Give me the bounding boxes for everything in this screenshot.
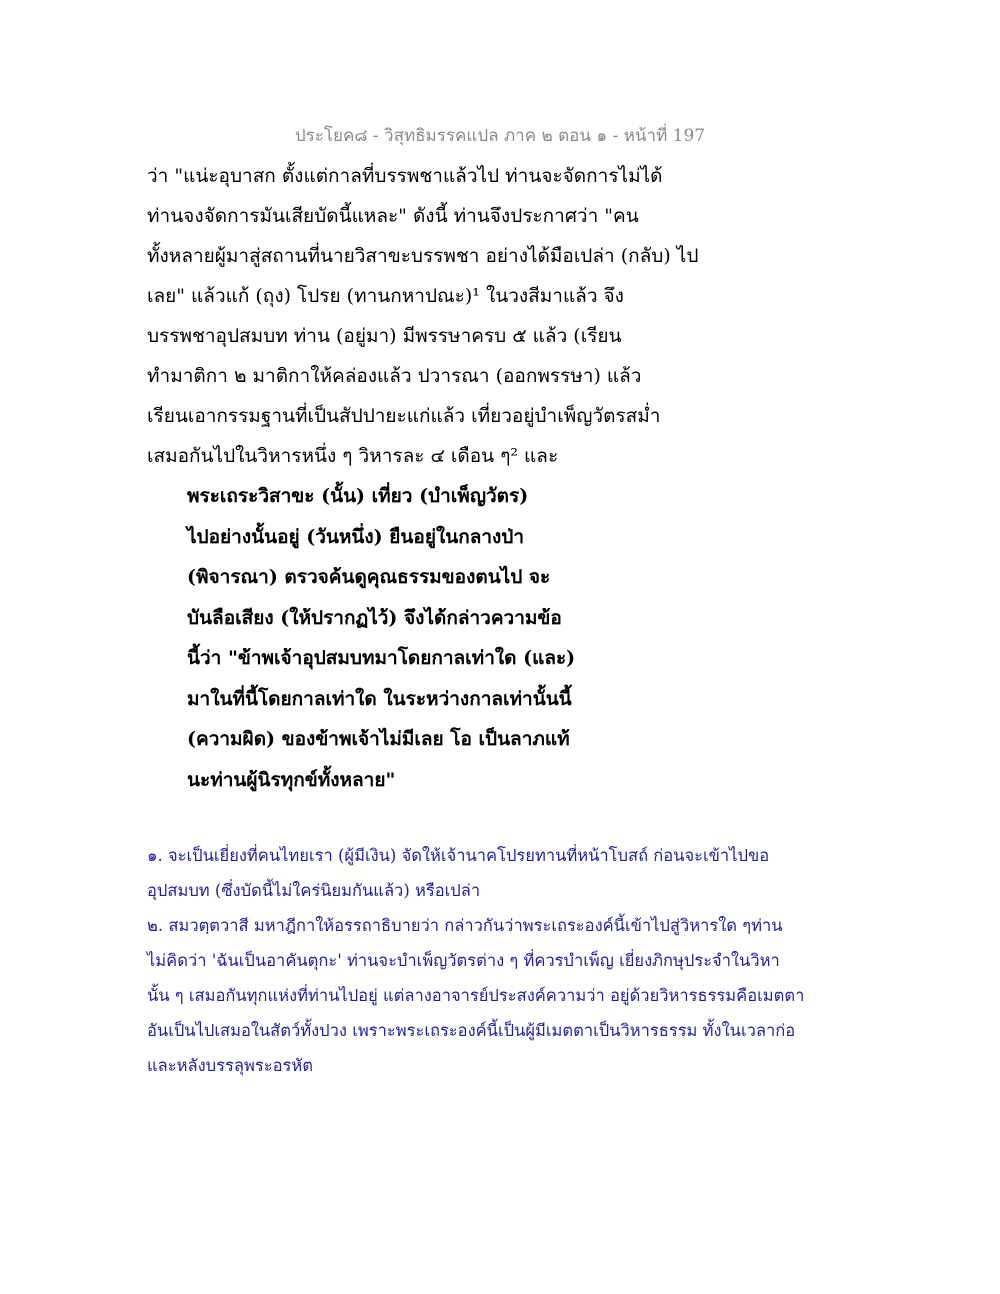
main-text (147, 156, 698, 476)
text-line: เสมอกันไปในวิหารหนึ่ง ๆ วิหารละ ๔ เดือน ๆ² และ (147, 445, 559, 467)
verse-quote (187, 476, 575, 800)
text-line: เรียนเอากรรมฐานที่เป็นสัปปายะแก่แล้ว เที่ยวอยู่บำเพ็ญวัตรสม่ำ (147, 405, 661, 427)
footnote-line: และหลังบรรลุพระอรหัต (147, 1056, 313, 1075)
footnote-line: อันเป็นไปเสมอในสัตว์ทั้งปวง เพราะพระเถระองค์นี้เป็นผู้มีเมตตาเป็นวิหารธรรม ทั้งในเวลาก่อ (147, 1021, 796, 1040)
footnotes (147, 838, 804, 1083)
text-line: ว่า "แน่ะอุบาสก ตั้งแต่กาลที่บรรพชาแล้วไป ท่านจะจัดการไม่ได้ (147, 165, 663, 187)
text-line: ทั้งหลายผู้มาสู่สถานที่นายวิสาขะบรรพชา อย่างได้มือเปล่า (กลับ) ไป (147, 245, 699, 267)
verse-line: (พิจารณา) ตรวจค้นดูคุณธรรมของตนไป จะ (187, 566, 551, 588)
footnote-line: ๒. สมวตฺตวาสี มหาฎีกาให้อรรถาธิบายว่า กล่าวกันว่าพระเถระองค์นี้เข้าไปสู่วิหารใด ๆท่าน (147, 916, 783, 935)
verse-line: มาในที่นี้โดยกาลเท่าใด ในระหว่างกาลเท่านั้นนี้ (187, 687, 572, 710)
text-line: เลย" แล้วแก้ (ถุง) โปรย (ทานกหาปณะ)¹ ในวงสีมาแล้ว จึง (147, 285, 624, 307)
text-line: บรรพชาอุปสมบท ท่าน (อยู่มา) มีพรรษาครบ ๕ แล้ว (เรียน (147, 325, 622, 347)
footnote-line: อุปสมบท (ซึ่งบัดนี้ไม่ใคร่นิยมกันแล้ว) หรือเปล่า (147, 881, 481, 900)
verse-line: นี้ว่า "ข้าพเจ้าอุปสมบทมาโดยกาลเท่าใด (และ) (187, 647, 576, 669)
verse-line: บันลือเสียง (ให้ปรากฏไว้) จึงได้กล่าวความข้อ (187, 606, 562, 629)
page-header: ประโยค๘ - วิสุทธิมรรคแปล ภาค ๒ ตอน ๑ - หน้าที่ 197 (294, 126, 706, 146)
verse-line: พระเถระวิสาขะ (นั้น) เที่ยว (บำเพ็ญวัตร) (187, 485, 529, 507)
text-line: ท่านจงจัดการมันเสียบัดนี้แหละ" ดังนี้ ท่านจึงประกาศว่า "คน (147, 205, 639, 227)
text-line: ทำมาติกา ๒ มาติกาให้คล่องแล้ว ปวารณา (ออกพรรษา) แล้ว (147, 365, 642, 387)
verse-line: ไปอย่างนั้นอยู่ (วันหนึ่ง) ยืนอยู่ในกลางป่า (187, 525, 525, 548)
footnote-line: ไม่คิดว่า 'ฉันเป็นอาคันตุกะ' ท่านจะบำเพ็ญวัตรต่าง ๆ ที่ควรบำเพ็ญ เยี่ยงภิกษุประจำในวิหา (147, 951, 780, 970)
verse-line: นะท่านผู้นิรทุกข์ทั้งหลาย" (187, 768, 396, 791)
footnote-line: ๑. จะเป็นเยี่ยงที่คนไทยเรา (ผู้มีเงิน) จัดให้เจ้านาคโปรยทานที่หน้าโบสถ์ ก่อนจะเข้าไปขอ (147, 846, 770, 865)
verse-line: (ความผิด) ของข้าพเจ้าไม่มีเลย โอ เป็นลาภแท้ (187, 728, 570, 750)
footnote-line: นั้น ๆ เสมอกันทุกแห่งที่ท่านไปอยู่ แต่ลางอาจารย์ประสงค์ความว่า อยู่ด้วยวิหารธรรมคือเมตตา (147, 986, 805, 1005)
